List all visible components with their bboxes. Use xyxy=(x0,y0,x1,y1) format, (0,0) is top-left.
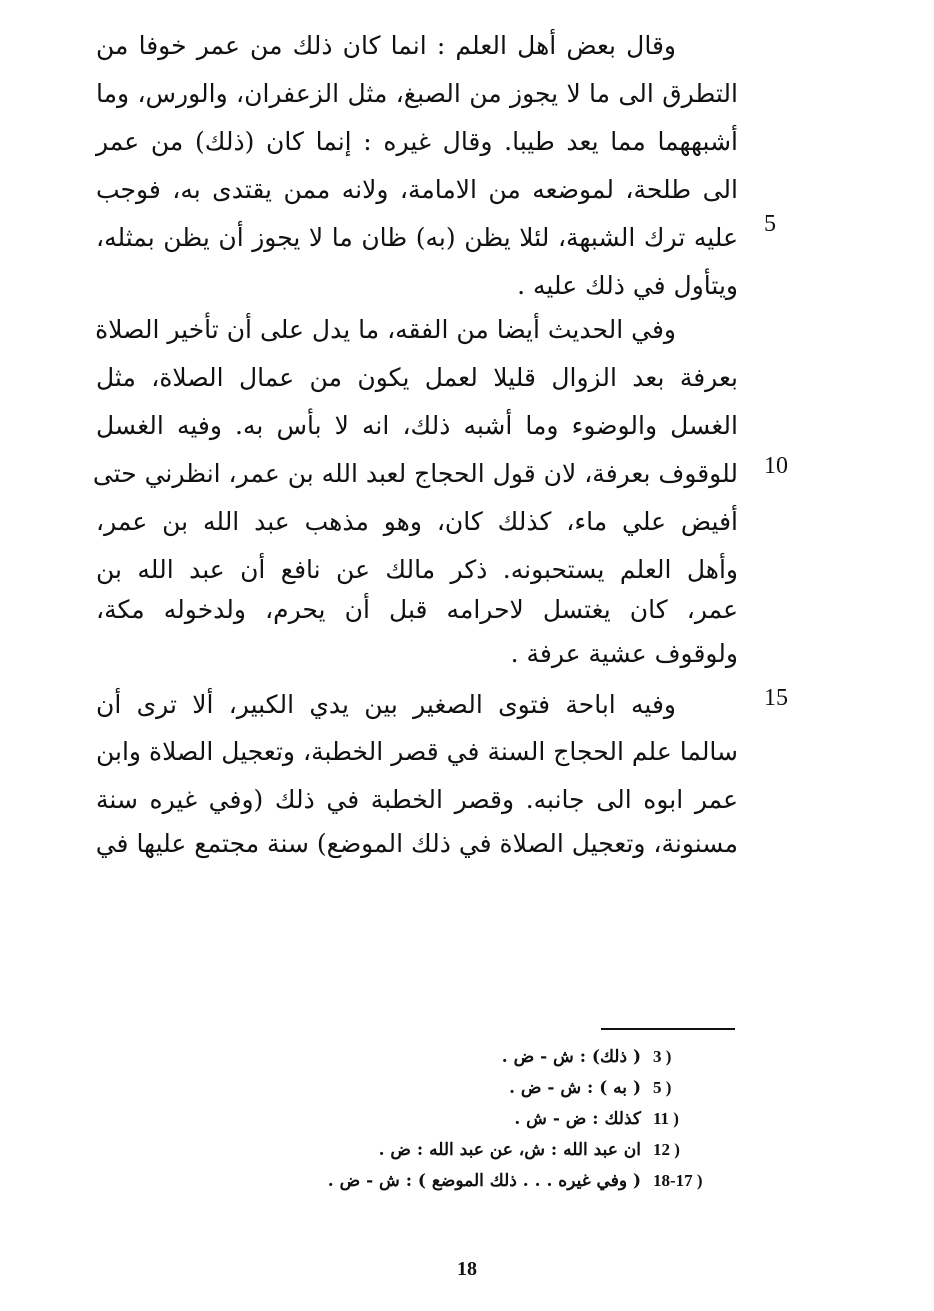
footnote-5-ref: 18-17 ) xyxy=(653,1171,703,1190)
page-number: 18 xyxy=(457,1258,477,1280)
line-number-15: 15 xyxy=(764,685,788,711)
body-line-6: ويتأول في ذلك عليه . xyxy=(517,271,738,300)
body-line-1: وقال بعض أهل العلم : انما كان ذلك من عمر خوفا من xyxy=(96,31,676,60)
line-number-10: 10 xyxy=(764,453,788,479)
body-line-4: الى طلحة، لموضعه من الامامة، ولانه ممن يقتدى به، فوجب xyxy=(96,175,738,204)
body-line-5: عليه ترك الشبهة، لئلا يظن (به) ظان ما لا يجوز أن يظن بمثله، xyxy=(96,223,738,252)
body-line-11: أفيض علي ماء، كذلك كان، وهو مذهب عبد الله بن عمر، xyxy=(96,507,738,536)
body-line-3: أشبههما مما يعد طيبا. وقال غيره : إنما كان (ذلك) من عمر xyxy=(96,127,738,156)
body-line-14: ولوقوف عشية عرفة . xyxy=(510,639,738,668)
footnote-2-ref: 5 ) xyxy=(653,1078,672,1097)
footnote-5-text: ( وفي غيره . . . ذلك الموضع ) : ش - ض . xyxy=(327,1171,641,1191)
body-line-13: عمر، كان يغتسل لاحرامه قبل أن يحرم، ولدخوله مكة، xyxy=(96,595,738,624)
body-line-18: مسنونة، وتعجيل الصلاة في ذلك الموضع) سنة مجتمع عليها في xyxy=(95,829,738,858)
footnote-3 xyxy=(240,1104,695,1134)
body-line-7: وفي الحديث أيضا من الفقه، ما يدل على أن تأخير الصلاة xyxy=(95,315,676,344)
body-line-8: بعرفة بعد الزوال قليلا لعمل يكون من عمال الصلاة، مثل xyxy=(96,363,738,392)
body-line-16: سالما علم الحجاج السنة في قصر الخطبة، وتعجيل الصلاة وابن xyxy=(96,737,738,766)
body-line-10: للوقوف بعرفة، لان قول الحجاج لعبد الله بن عمر، انظرني حتى xyxy=(92,459,738,488)
footnote-3-ref: 11 ) xyxy=(653,1109,679,1128)
body-line-2: التطرق الى ما لا يجوز من الصبغ، مثل الزعفران، والورس، وما xyxy=(96,79,738,108)
body-line-17: عمر ابوه الى جانبه. وقصر الخطبة في ذلك (وفي غيره سنة xyxy=(96,785,738,814)
footnote-4 xyxy=(240,1135,695,1165)
footnote-1 xyxy=(240,1042,695,1072)
line-number-5: 5 xyxy=(764,211,776,237)
footnote-2 xyxy=(240,1073,695,1103)
footnote-3-text: كذلك : ض - ش . xyxy=(514,1109,641,1129)
body-line-12: وأهل العلم يستحبونه. ذكر مالك عن نافع أن عبد الله بن xyxy=(96,555,738,584)
footnote-4-ref: 12 ) xyxy=(653,1140,680,1159)
footnote-1-ref: 3 ) xyxy=(653,1047,672,1066)
footnote-4-text: ان عبد الله : ش، عن عبد الله : ض . xyxy=(378,1140,641,1160)
footnote-separator xyxy=(601,1028,735,1030)
footnote-5 xyxy=(240,1166,703,1196)
body-line-15: وفيه اباحة فتوى الصغير بين يدي الكبير، ألا ترى أن xyxy=(96,690,676,719)
body-line-9: الغسل والوضوء وما أشبه ذلك، انه لا بأس به. وفيه الغسل xyxy=(96,411,738,440)
footnote-1-text: ( ذلك) : ش - ض . xyxy=(501,1047,641,1067)
footnote-2-text: ( به ) : ش - ض . xyxy=(509,1078,641,1098)
